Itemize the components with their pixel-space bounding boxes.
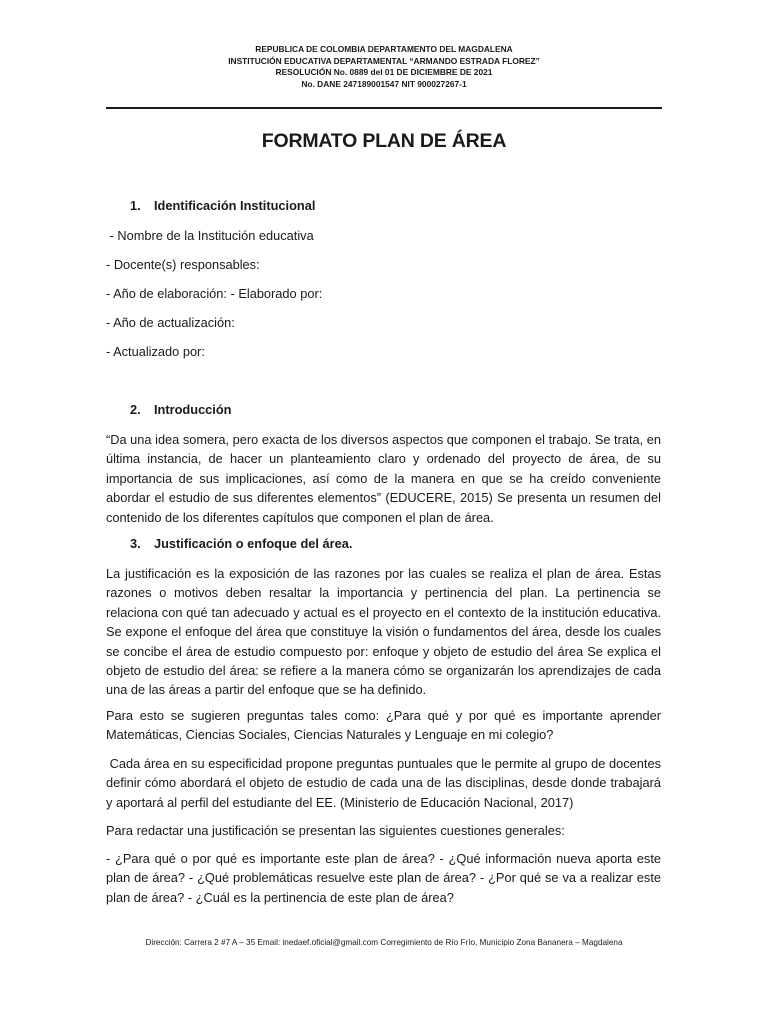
section-3-heading (130, 536, 352, 551)
header-divider (106, 107, 662, 109)
section-2-number: 2. (130, 402, 141, 417)
area-specificity-paragraph: Cada área en su especificidad propone preguntas puntuales que le permite al grupo de docentes definir cómo abordará el objeto de estudio de cada una de las disciplinas, desde donde trabajará y aportará al perfil del estudiante del EE. (Ministerio de Educación Nacional, 2017) (106, 756, 665, 810)
letterhead (0, 44, 768, 90)
section-3-title: Justificación o enfoque del área. (154, 536, 353, 551)
letterhead-line-4: No. DANE 247189001547 NIT 900027267-1 (301, 78, 467, 89)
letterhead-line-2: INSTITUCIÓN EDUCATIVA DEPARTAMENTAL “ARMANDO ESTRADA FLOREZ” (228, 55, 540, 66)
document-title: FORMATO PLAN DE ÁREA (261, 130, 507, 152)
field-teachers: - Docente(s) responsables: (106, 257, 260, 272)
footer-address: Dirección: Carrera 2 #7 A – 35 Email: inedaef.oficial@gmail.com Corregimiento de Río Frío, Municipio Zona Bananera – Magdalena (145, 938, 623, 947)
section-1-heading (130, 198, 315, 213)
justification-paragraph: La justificación es la exposición de las razones por las cuales se realiza el plan de área. Estas razones o motivos deben resaltar la importancia y pertinencia del plan. La pertinencia se relaciona con qué tan adecuado y actual es el proyecto en el contexto de la institución educativa. Se expone el enfoque del área que constituye la visión o fundamentos del área, desde los cuales se concibe el área de estudio compuesto por: enfoque y objeto de estudio del área Se explica el objeto de estudio del área: se refiere a la manera cómo se organizarán los aprendizajes de cada una de las áreas a partir del enfoque que se ha definido. (106, 566, 661, 698)
general-questions-intro: Para redactar una justificación se presentan las siguientes cuestiones generales: (106, 823, 565, 838)
field-year-elaboration: - Año de elaboración: - Elaborado por: (106, 286, 323, 301)
section-1-title: Identificación Institucional (154, 198, 316, 213)
section-2-heading (130, 402, 232, 417)
field-year-update: - Año de actualización: (106, 315, 235, 330)
letterhead-line-3: RESOLUCIÓN No. 0889 del 01 DE DICIEMBRE DE 2021 (275, 67, 493, 77)
field-institution-name: - Nombre de la Institución educativa (106, 228, 314, 243)
section-3-number: 3. (130, 536, 141, 551)
section-1-number: 1. (130, 198, 141, 213)
field-updated-by: - Actualizado por: (106, 344, 205, 359)
letterhead-line-1: REPUBLICA DE COLOMBIA DEPARTAMENTO DEL MAGDALENA (255, 44, 513, 54)
suggested-questions-paragraph: Para esto se sugieren preguntas tales como: ¿Para qué y por qué es importante aprender Matemáticas, Ciencias Sociales, Ciencias Naturales y Lenguaje en mi colegio? (106, 708, 661, 743)
section-2-title: Introducción (154, 402, 232, 417)
introduction-paragraph: “Da una idea somera, pero exacta de los diversos aspectos que componen el trabajo. Se trata, en última instancia, de hacer un planteamiento claro y ordenado del proyecto de área, de su importancia de sus implicaciones, así como de la manera en que se ha creído conveniente abordar el estudio de sus diferentes elementos” (EDUCERE, 2015) Se presenta un resumen del contenido de los diferentes capítulos que componen el plan de área. (106, 432, 661, 525)
general-questions-list: - ¿Para qué o por qué es importante este plan de área? - ¿Qué información nueva aporta este plan de área? - ¿Qué problemáticas resuelve este plan de área? - ¿Por qué se va a realizar este plan de área? - ¿Cuál es la pertinencia de este plan de área? (106, 851, 661, 905)
